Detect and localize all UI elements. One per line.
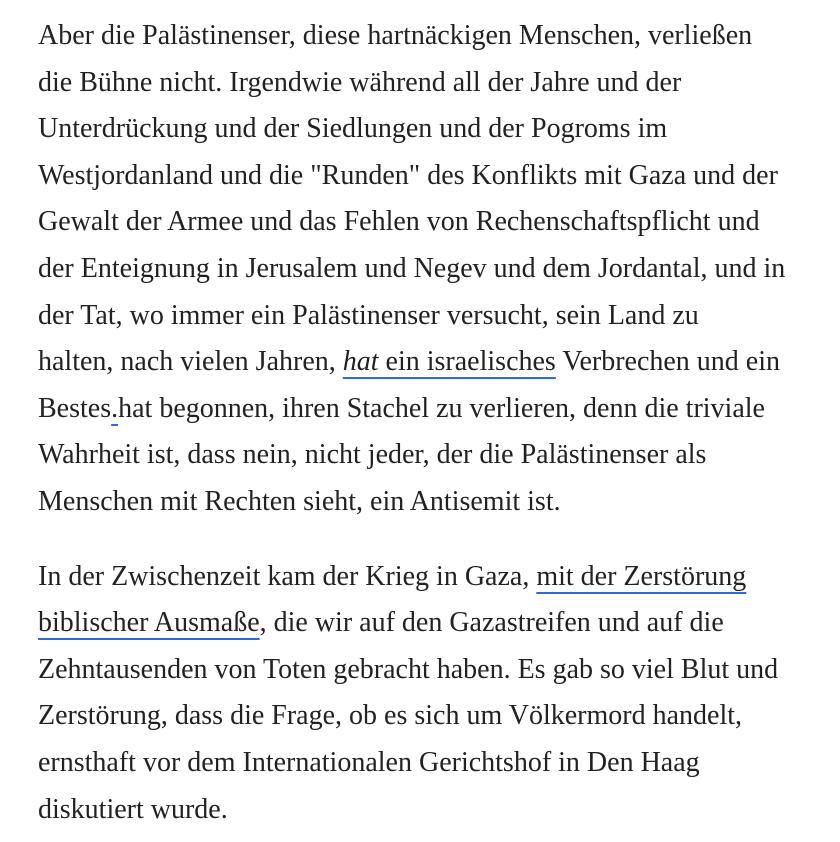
text-line [38, 13, 814, 60]
text-line [38, 153, 814, 200]
text-run: Bestes [38, 392, 112, 424]
text-line [38, 432, 814, 479]
text-run: Westjordanland und die "Runden" des Konflikts mit Gaza und der [38, 159, 778, 191]
text-run: Zehntausenden von Toten gebracht haben. Es gab so viel Blut und [38, 653, 779, 685]
text-run: Wahrheit ist, dass nein, nicht jeder, der die Palästinenser als [38, 439, 707, 471]
text-line [38, 600, 814, 647]
text-run: Aber die Palästinenser, diese hartnäckigen Menschen, verließen [38, 20, 753, 51]
text-line [38, 479, 814, 526]
text-run: ernsthaft vor dem Internationalen Gerichtshof in Den Haag [38, 746, 700, 778]
text-line [38, 199, 814, 246]
text-line [38, 106, 814, 153]
inline-link[interactable]: ein israelisches [378, 346, 556, 378]
text-line [38, 693, 814, 740]
text-run: die Bühne nicht. Irgendwie während all der Jahre und der [38, 66, 682, 98]
text-line [38, 60, 814, 107]
text-line [38, 246, 814, 293]
text-line [38, 787, 814, 834]
text-run: Verbrechen und ein [555, 346, 781, 378]
text-run: hat begonnen, ihren Stachel zu verlieren, denn die triviale [118, 392, 765, 424]
text-run: der Tat, wo immer ein Palästinenser versucht, sein Land zu [38, 299, 699, 331]
inline-link[interactable]: . [111, 392, 119, 424]
text-run: halten, nach vielen Jahren, [38, 346, 343, 378]
text-line [38, 647, 814, 694]
text-run: , die wir auf den Gazastreifen und auf die [259, 607, 724, 639]
text-run: Zerstörung, dass die Frage, ob es sich um Völkermord handelt, [38, 700, 743, 732]
text-line [38, 386, 814, 433]
text-run: Menschen mit Rechten sieht, ein Antisemit ist. [38, 485, 561, 517]
inline-link[interactable]: mit der Zerstörung [536, 560, 747, 592]
paragraph-1 [38, 13, 814, 526]
text-run: In der Zwischenzeit kam der Krieg in Gaza, [38, 560, 537, 592]
text-line [38, 339, 814, 386]
text-line [38, 740, 814, 787]
inline-link[interactable]: hat [342, 346, 379, 378]
text-run: Unterdrückung und der Siedlungen und der Pogroms im [38, 113, 668, 145]
paragraph-2 [38, 554, 814, 834]
text-run: der Enteignung in Jerusalem und Negev und dem Jordantal, und in [38, 252, 786, 284]
text-line [38, 293, 814, 340]
text-run: diskutiert wurde. [38, 793, 228, 825]
inline-link[interactable]: biblischer Ausmaße [38, 607, 260, 639]
text-line [38, 554, 814, 601]
text-run: Gewalt der Armee und das Fehlen von Rechenschaftspflicht und [38, 206, 760, 238]
